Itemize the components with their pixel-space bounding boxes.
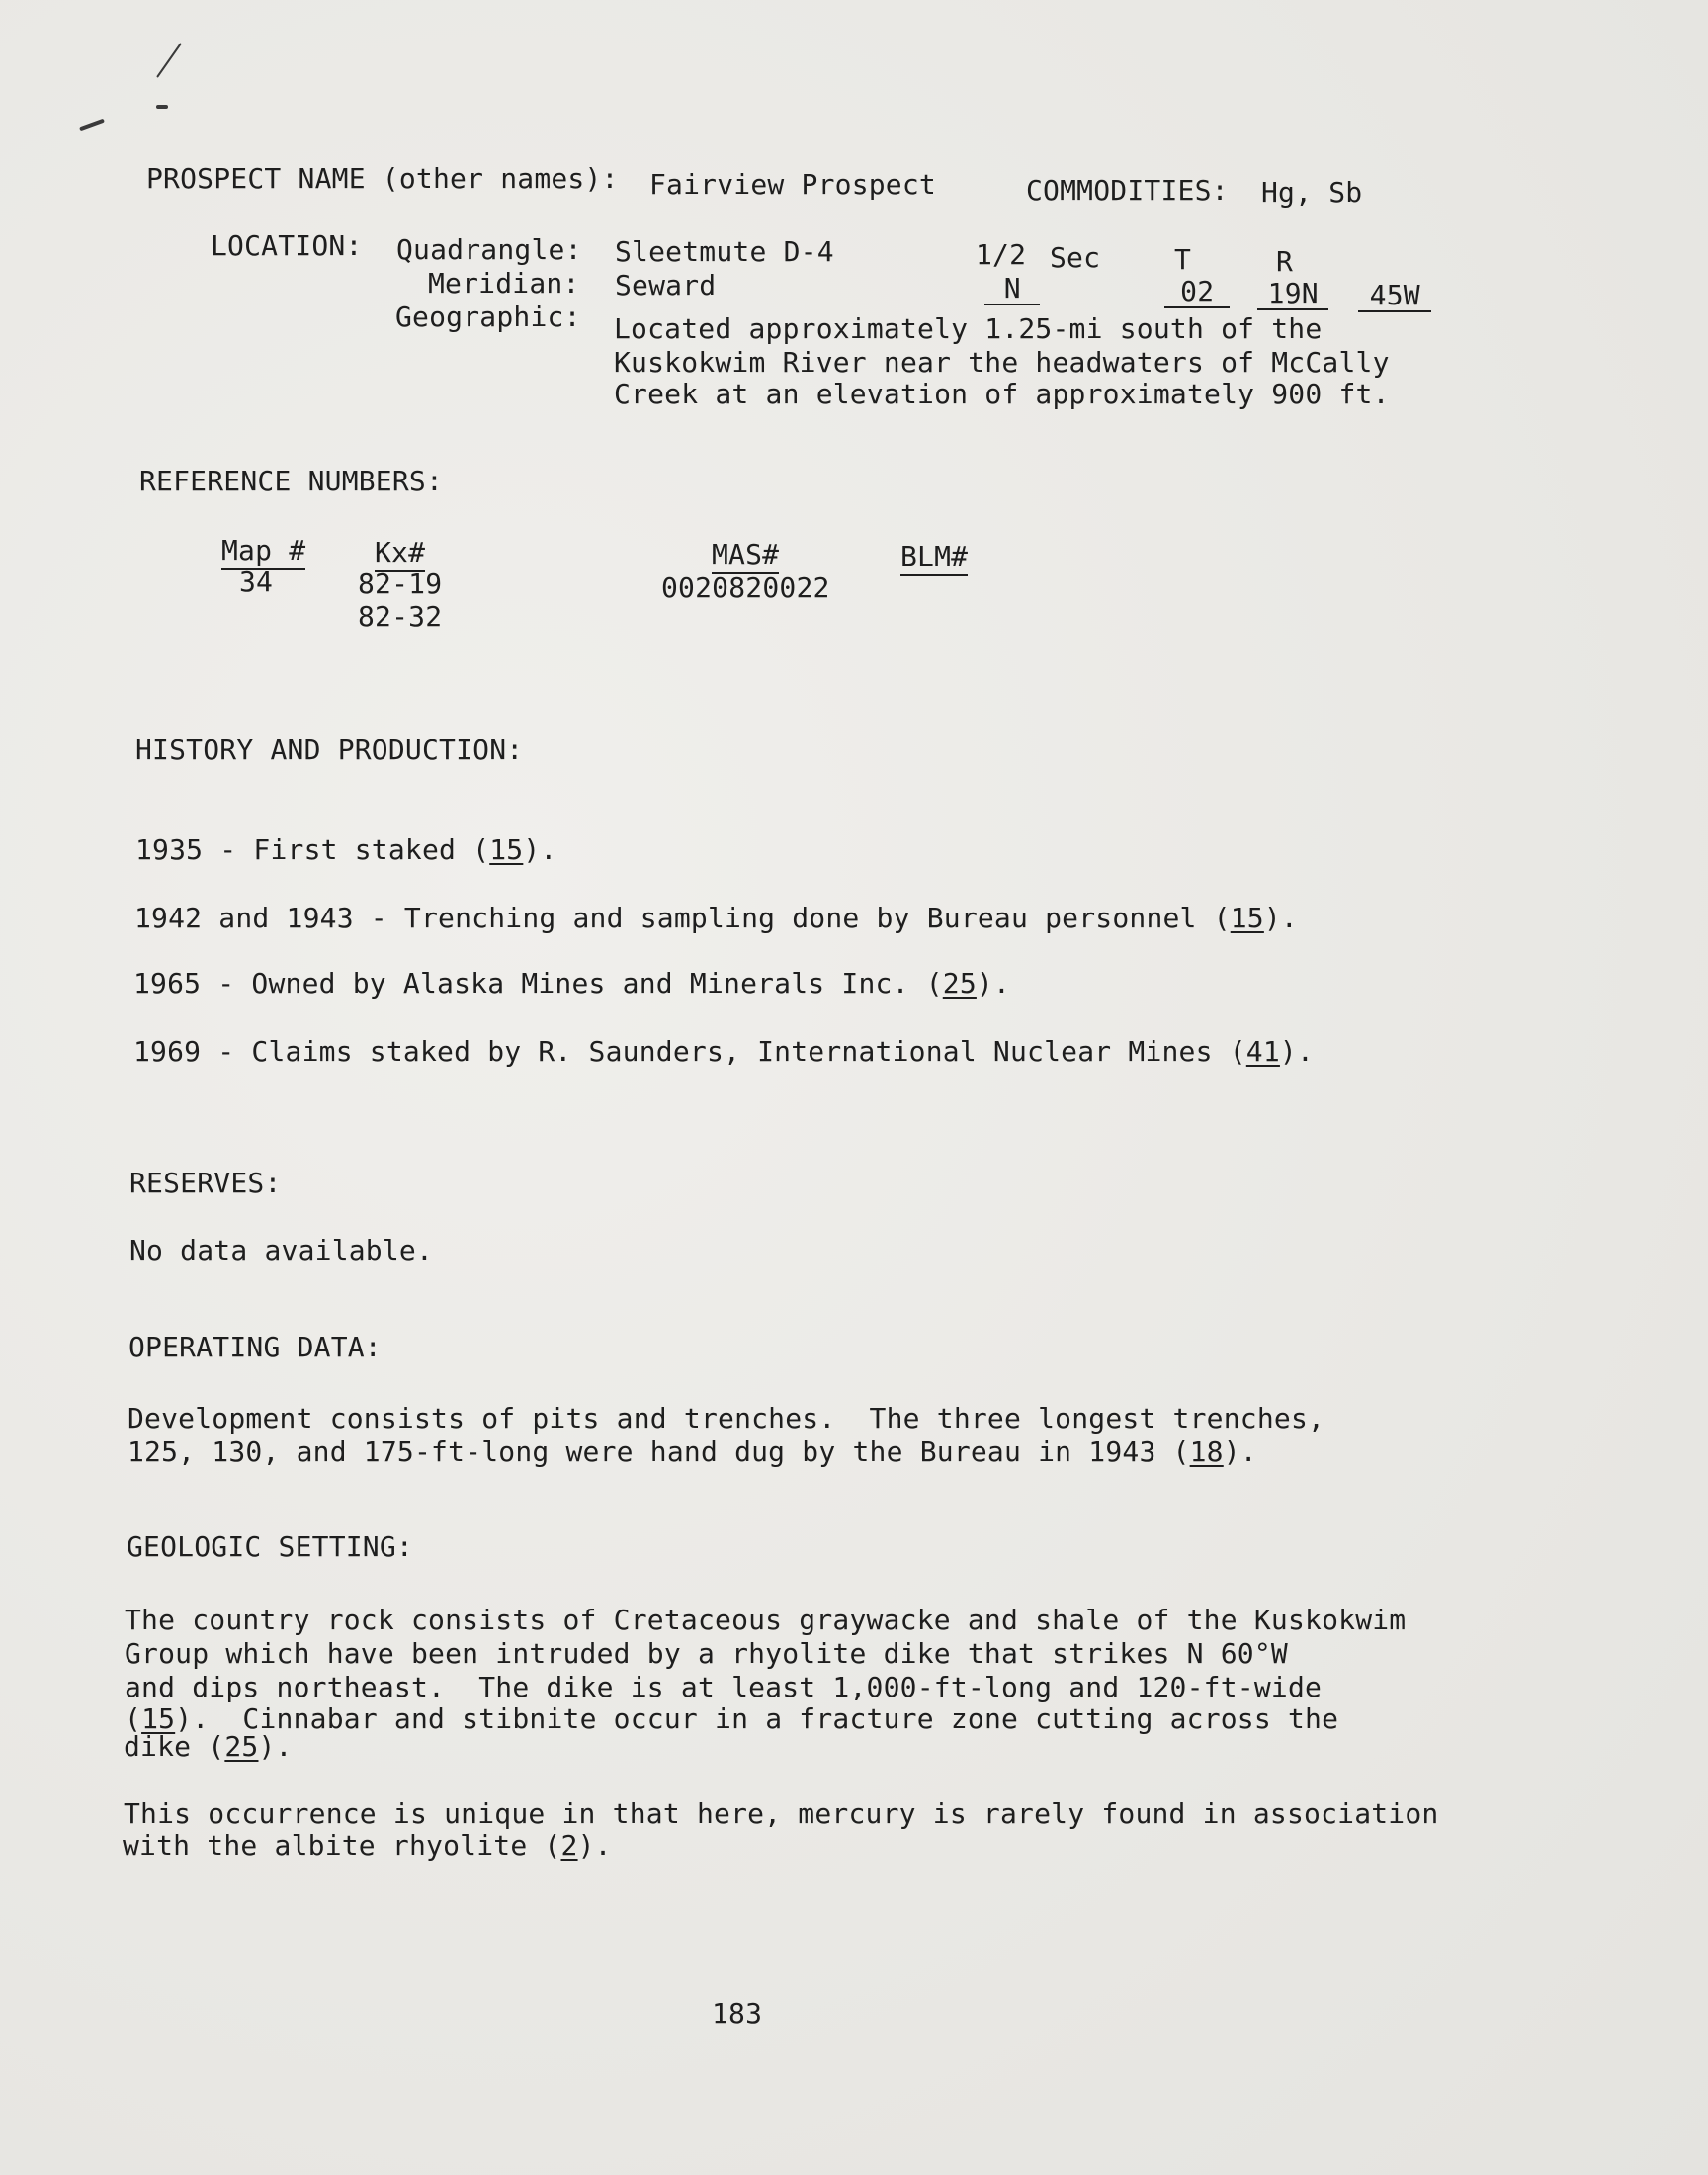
history-entry xyxy=(133,1035,1314,1069)
geologic-heading: GEOLOGIC SETTING: xyxy=(127,1530,413,1563)
operating-line xyxy=(128,1436,1257,1469)
geographic-label: Geographic: xyxy=(395,301,581,333)
t-label: T xyxy=(1174,243,1192,276)
reference-citation: 25 xyxy=(942,967,977,1000)
geographic-line: Located approximately 1.25-mi south of the xyxy=(614,312,1323,345)
geologic-line xyxy=(124,1730,293,1764)
quadrangle-label: Quadrangle: xyxy=(396,233,582,266)
geologic-text: with the albite rhyolite ( xyxy=(123,1829,561,1862)
geologic-line xyxy=(125,1702,1338,1736)
geologic-line xyxy=(123,1829,612,1863)
location-label: LOCATION: xyxy=(211,229,363,262)
reference-citation: 15 xyxy=(489,833,524,866)
prospect-name-label: PROSPECT NAME (other names): xyxy=(146,162,619,195)
pencil-mark xyxy=(156,43,182,78)
reference-citation: 15 xyxy=(1230,902,1264,934)
entry-text: 1942 and 1943 - Trenching and sampling done by Bureau personnel ( xyxy=(134,902,1231,934)
entry-end: ). xyxy=(523,833,557,866)
reserves-text: No data available. xyxy=(129,1234,434,1266)
geographic-line: Creek at an elevation of approximately 900 ft. xyxy=(614,378,1390,410)
history-entry xyxy=(134,902,1298,935)
quadrangle-value: Sleetmute D-4 xyxy=(615,235,834,268)
mas-label: MAS# xyxy=(712,538,779,574)
section-half: 1/2 xyxy=(976,238,1027,271)
operating-line: Development consists of pits and trenches. The three longest trenches, xyxy=(128,1402,1325,1435)
township-value: 19N xyxy=(1257,279,1328,310)
geologic-line: This occurrence is unique in that here, mercury is rarely found in association xyxy=(124,1797,1439,1830)
pencil-mark xyxy=(156,105,168,109)
geologic-line: The country rock consists of Cretaceous graywacke and shale of the Kuskokwim xyxy=(125,1604,1407,1636)
history-entry xyxy=(135,833,556,867)
geologic-text: dike ( xyxy=(124,1730,225,1763)
kx-label: Kx# xyxy=(375,536,425,572)
operating-text: 125, 130, and 175-ft-long were hand dug by the Bureau in 1943 ( xyxy=(128,1436,1190,1468)
entry-end: ). xyxy=(1279,1035,1315,1068)
paren-open: ( xyxy=(125,1702,142,1735)
entry-text: 1969 - Claims staked by R. Saunders, International Nuclear Mines ( xyxy=(133,1035,1246,1068)
geologic-line: Group which have been intruded by a rhyolite dike that strikes N 60°W xyxy=(125,1637,1288,1670)
map-label: Map # xyxy=(221,534,305,570)
entry-end: ). xyxy=(976,967,1011,1000)
reference-citation: 2 xyxy=(560,1829,578,1862)
sec-label: Sec xyxy=(1050,241,1101,274)
entry-text: 1935 - First staked ( xyxy=(135,833,490,866)
geologic-line: and dips northeast. The dike is at least 1,000-ft-long and 120-ft-wide xyxy=(125,1671,1323,1703)
entry-text: 1965 - Owned by Alaska Mines and Minerals Inc. ( xyxy=(133,967,943,1000)
history-heading: HISTORY AND PRODUCTION: xyxy=(135,734,524,766)
geographic-line: Kuskokwim River near the headwaters of McCally xyxy=(614,346,1390,379)
operating-heading: OPERATING DATA: xyxy=(128,1331,382,1363)
reference-citation: 41 xyxy=(1245,1035,1280,1068)
commodities-label: COMMODITIES: xyxy=(1026,174,1229,207)
reference-citation: 25 xyxy=(224,1730,259,1763)
mas-value: 0020820022 xyxy=(661,571,830,604)
kx-value: 82-19 xyxy=(358,567,443,600)
pencil-mark xyxy=(79,119,105,131)
page-number: 183 xyxy=(712,1997,763,2030)
section-part-value: N xyxy=(984,274,1040,305)
kx-value: 82-32 xyxy=(358,600,443,633)
map-value: 34 xyxy=(239,566,274,598)
range-value: 45W xyxy=(1358,281,1431,312)
operating-end: ). xyxy=(1223,1436,1257,1468)
sec-value: 02 xyxy=(1164,277,1230,308)
geologic-text: ). Cinnabar and stibnite occur in a fracture zone cutting across the xyxy=(175,1702,1339,1735)
reserves-heading: RESERVES: xyxy=(129,1167,282,1199)
reference-heading: REFERENCE NUMBERS: xyxy=(139,465,444,497)
meridian-label: Meridian: xyxy=(428,267,580,300)
geologic-end: ). xyxy=(577,1829,612,1862)
reference-citation: 15 xyxy=(141,1702,176,1735)
history-entry xyxy=(133,967,1010,1000)
blm-label: BLM# xyxy=(900,540,968,576)
commodities-value: Hg, Sb xyxy=(1261,176,1363,209)
meridian-value: Seward xyxy=(615,269,717,302)
entry-end: ). xyxy=(1263,902,1298,934)
prospect-name: Fairview Prospect xyxy=(649,168,936,201)
r-label: R xyxy=(1276,245,1294,278)
reference-citation: 18 xyxy=(1189,1436,1224,1468)
geologic-end: ). xyxy=(258,1730,293,1763)
